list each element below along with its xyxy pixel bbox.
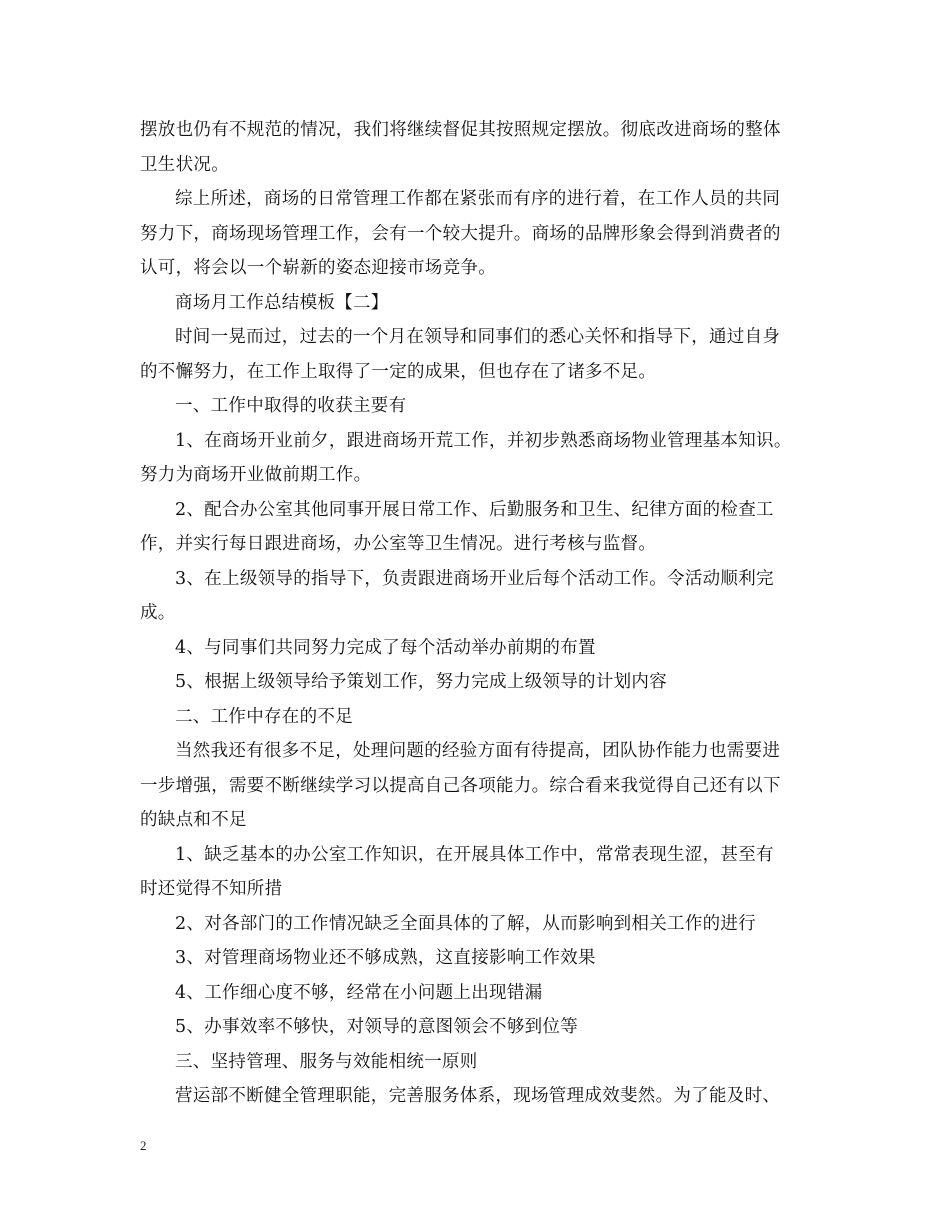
text-line: 作，并实行每日跟进商场，办公室等卫生情况。进行考核与监督。 [140,534,657,554]
text-line: 4、与同事们共同努力完成了每个活动举办前期的布置 [175,637,596,658]
section-title: 商场月工作总结模板【二】 [175,292,389,313]
text-line: 2、对各部门的工作情况缺乏全面具体的了解，从而影响到相关工作的进行 [175,913,757,934]
text-line: 1、缺乏基本的办公室工作知识，在开展具体工作中，常常表现生涩，甚至有 [175,844,774,865]
text-line: 1、在商场开业前夕，跟进商场开荒工作，并初步熟悉商场物业管理基本知识。 [175,430,792,451]
text-line: 努力为商场开业做前期工作。 [140,465,372,485]
text-line: 努力下，商场现场管理工作，会有一个较大提升。商场的品牌形象会得到消费者的 [140,223,781,244]
text-line: 摆放也仍有不规范的情况，我们将继续督促其按照规定摆放。彻底改进商场的整体 [140,120,781,140]
text-line: 当然我还有很多不足，处理问题的经验方面有待提高，团队协作能力也需要进 [175,741,781,761]
text-line: 综上所述，商场的日常管理工作都在紧张而有序的进行着，在工作人员的共同 [175,189,781,209]
text-line: 营运部不断健全管理职能，完善服务体系，现场管理成效斐然。为了能及时、 [175,1086,781,1106]
text-line: 卫生状况。 [140,154,229,175]
text-line: 5、根据上级领导给予策划工作，努力完成上级领导的计划内容 [175,672,668,692]
page-number: 2 [140,1138,147,1153]
text-line: 一步增强，需要不断继续学习以提高自己各项能力。综合看来我觉得自己还有以下 [140,775,781,796]
text-line: 3、对管理商场物业还不够成熟，这直接影响工作效果 [175,948,596,968]
text-line: 2、配合办公室其他同事开展日常工作、后勤服务和卫生、纪律方面的检查工 [175,499,774,520]
section-heading: 一、工作中取得的收获主要有 [175,396,407,416]
text-line: 4、工作细心度不够，经常在小问题上出现错漏 [175,982,543,1003]
text-line: 认可，将会以一个崭新的姿态迎接市场竞争。 [140,258,496,278]
text-line: 5、办事效率不够快，对领导的意图领会不够到位等 [175,1017,579,1037]
text-line: 的缺点和不足 [140,810,247,830]
section-heading: 二、工作中存在的不足 [175,706,353,727]
text-line: 成。 [140,603,176,623]
text-line: 3、在上级领导的指导下，负责跟进商场开业后每个活动工作。令活动顺利完 [175,568,774,589]
text-line: 时还觉得不知所措 [140,879,283,899]
text-line: 时间一晃而过，过去的一个月在领导和同事们的悉心关怀和指导下，通过自身 [175,327,781,347]
text-line: 的不懈努力，在工作上取得了一定的成果，但也存在了诸多不足。 [140,361,657,382]
section-heading: 三、坚持管理、服务与效能相统一原则 [175,1051,478,1072]
document-body [140,113,830,1114]
